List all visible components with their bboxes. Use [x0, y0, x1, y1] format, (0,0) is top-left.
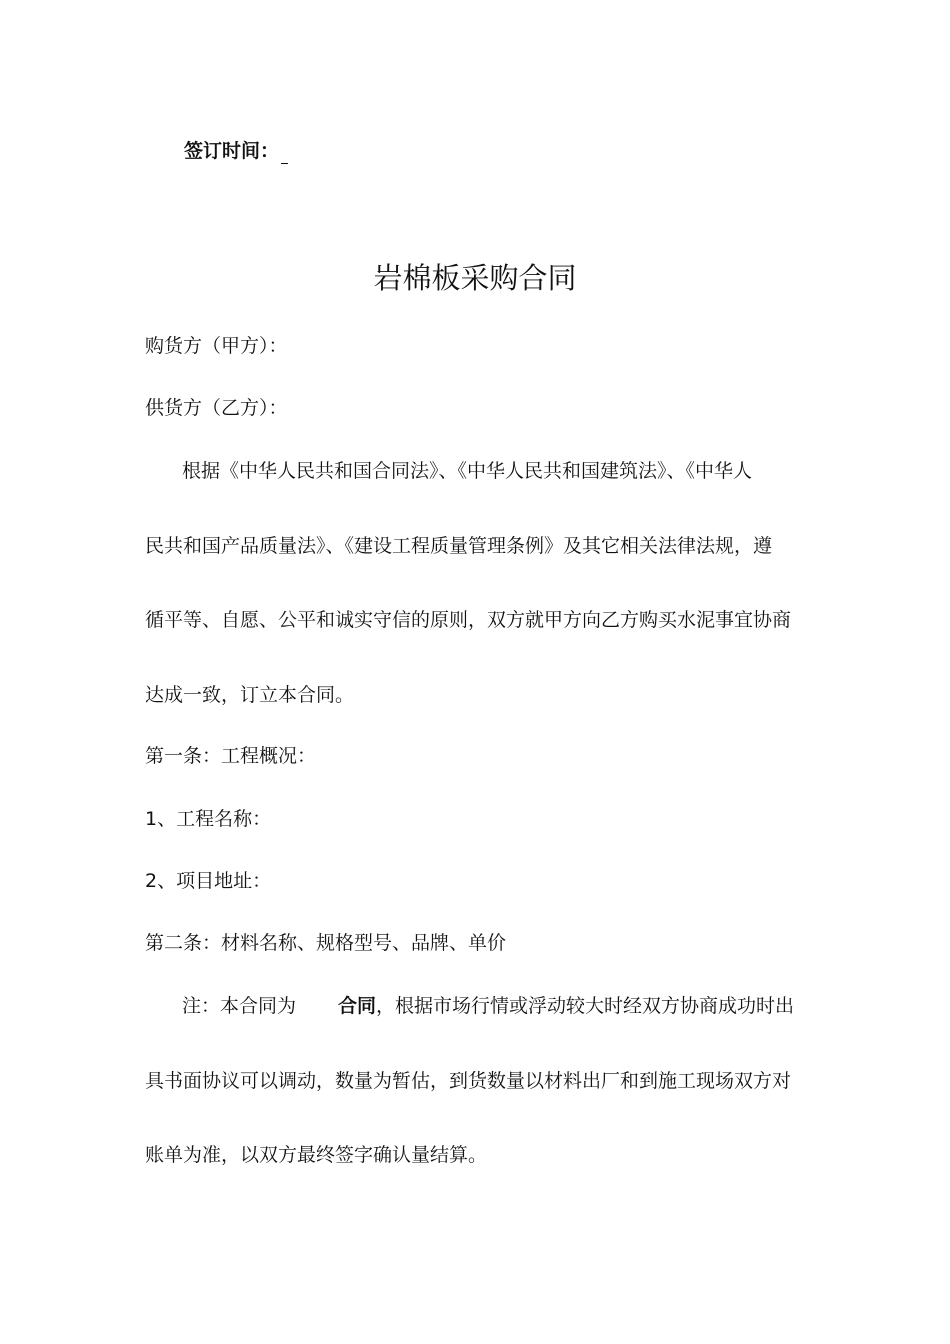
preamble-line-3: 循平等、自愿、公平和诚实守信的原则，双方就甲方向乙方购买水泥事宜协商 — [145, 609, 792, 631]
article1-heading: 第一条：工程概况： — [145, 745, 317, 767]
article2-heading: 第二条：材料名称、规格型号、品牌、单价 — [145, 932, 507, 954]
preamble-line-4: 达成一致，订立本合同。 — [145, 684, 355, 706]
note-line-1 — [182, 993, 794, 1019]
sign-date-row — [184, 138, 288, 164]
note-rest: ，根据市场行情或浮动较大时经双方协商成功时出 — [376, 995, 795, 1017]
supplier-label: 供货方（乙方）： — [145, 397, 288, 419]
buyer-label: 购货方（甲方）： — [145, 335, 288, 357]
sign-date-blank — [281, 145, 288, 164]
note-prefix: 注：本合同为 — [182, 995, 297, 1017]
article1-item2: 2、项目地址： — [145, 870, 272, 892]
article1-item1: 1、工程名称： — [145, 808, 272, 830]
preamble-line-2: 民共和国产品质量法》、《建设工程质量管理条例》及其它相关法律法规，遵 — [145, 535, 773, 557]
preamble-line-1: 根据《中华人民共和国合同法》、《中华人民共和国建筑法》、《中华人 — [182, 460, 753, 482]
note-line-2: 具书面协议可以调动，数量为暂估，到货数量以材料出厂和到施工现场双方对 — [145, 1070, 792, 1092]
sign-date-label: 签订时间： — [184, 140, 280, 162]
note-line-3: 账单为准，以双方最终签字确认量结算。 — [145, 1144, 488, 1166]
contract-title: 岩棉板采购合同 — [373, 261, 577, 295]
note-bold: 合同 — [338, 995, 377, 1017]
